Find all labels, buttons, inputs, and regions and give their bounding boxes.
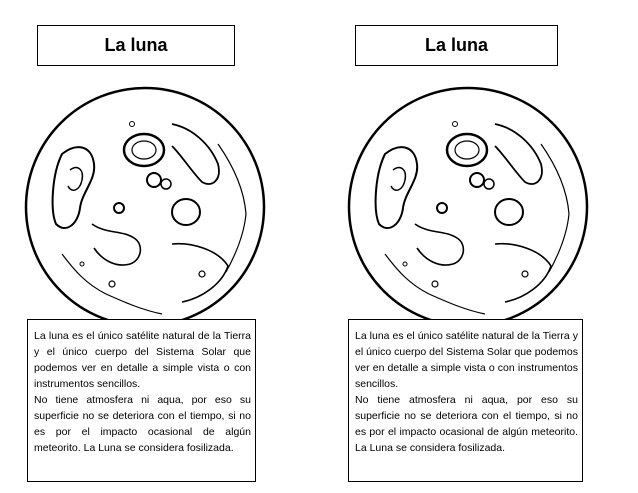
description-paragraph-1: La luna es el único satélite natural de la Tierra y el único cuerpo del Sistema Solar que podemos ver en detalle a simple vista o con instrumentos sencillos. [34, 330, 251, 390]
moon-illustration [22, 84, 268, 330]
moon-card-right [319, 0, 638, 493]
description-box [27, 319, 256, 482]
card-title: La luna [37, 25, 235, 66]
description-paragraph-2: No tiene atmosfera ni aqua, por eso su superficie no se deteriora con el tiempo, si no es por el impacto ocasional de algún meteorito. La Luna se considera fosilizada. [355, 394, 578, 454]
description-box [348, 319, 583, 482]
description-paragraph-2: No tiene atmosfera ni aqua, por eso su superficie no se deteriora con el tiempo, si no es por el impacto ocasional de algún meteorito. La Luna se considera fosilizada. [34, 394, 251, 454]
card-title: La luna [355, 25, 558, 66]
description-paragraph-1: La luna es el único satélite natural de la Tierra y el único cuerpo del Sistema Solar que podemos ver en detalle a simple vista o con instrumentos sencillos. [355, 330, 578, 390]
moon-illustration [345, 84, 591, 330]
